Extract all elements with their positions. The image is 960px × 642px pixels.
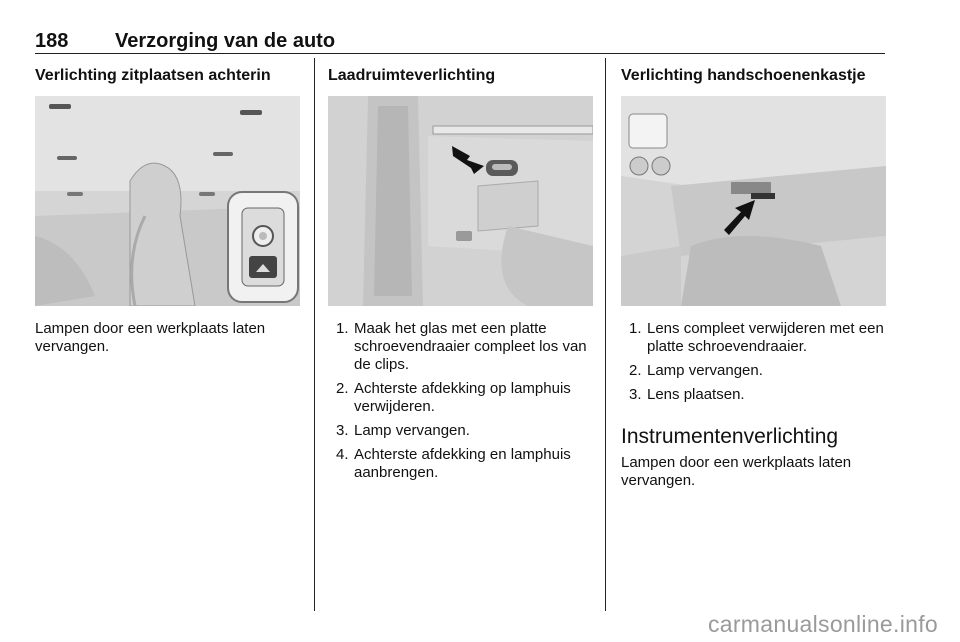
page-title: Verzorging van de auto [115,30,336,52]
cargo-lighting-illustration [328,96,593,306]
glovebox-lamp-icon [751,193,775,199]
page-header [35,30,885,54]
list-item: 2. Lamp vervangen. [629,362,763,379]
column-glovebox-lighting [621,66,886,489]
rear-seat-lighting-illustration [35,96,300,306]
section-heading: Verlichting zitplaatsen achterin [35,67,271,84]
list-item: 3. Lamp vervangen. [336,422,470,439]
section-heading: Verlichting handschoenenkastje [621,67,866,84]
instruction-list [328,320,593,488]
list-item: 1. Maak het glas met een platte schroevendraaier compleet los van de clips. [336,320,587,373]
column-rear-seat-lighting [35,66,300,355]
list-item: 3. Lens plaatsen. [629,386,745,403]
column-divider [314,58,315,611]
section-text: Lampen door een werkplaats laten vervangen. [35,320,266,355]
list-item: 2. Achterste afdekking op lamphuis verwijderen. [336,380,571,415]
section-heading: Laadruimteverlichting [328,67,496,84]
list-item: 4. Achterste afdekking en lamphuis aanbrengen. [336,446,571,481]
ceiling-lamp-icon [240,110,262,115]
glovebox-lighting-illustration [621,96,886,306]
subsection-heading: Instrumentenverlichting [621,425,839,448]
page-number: 188 [35,30,69,52]
ceiling-lamp-icon [49,104,71,109]
header-rule [35,53,885,54]
column-divider [605,58,606,611]
list-item: 1. Lens compleet verwijderen met een platte schroevendraaier. [629,320,884,355]
column-cargo-lighting [328,66,593,481]
instruction-list [621,320,886,410]
subsection-text: Lampen door een werkplaats laten vervangen. [621,454,852,489]
watermark: carmanualsonline.info [707,611,938,637]
